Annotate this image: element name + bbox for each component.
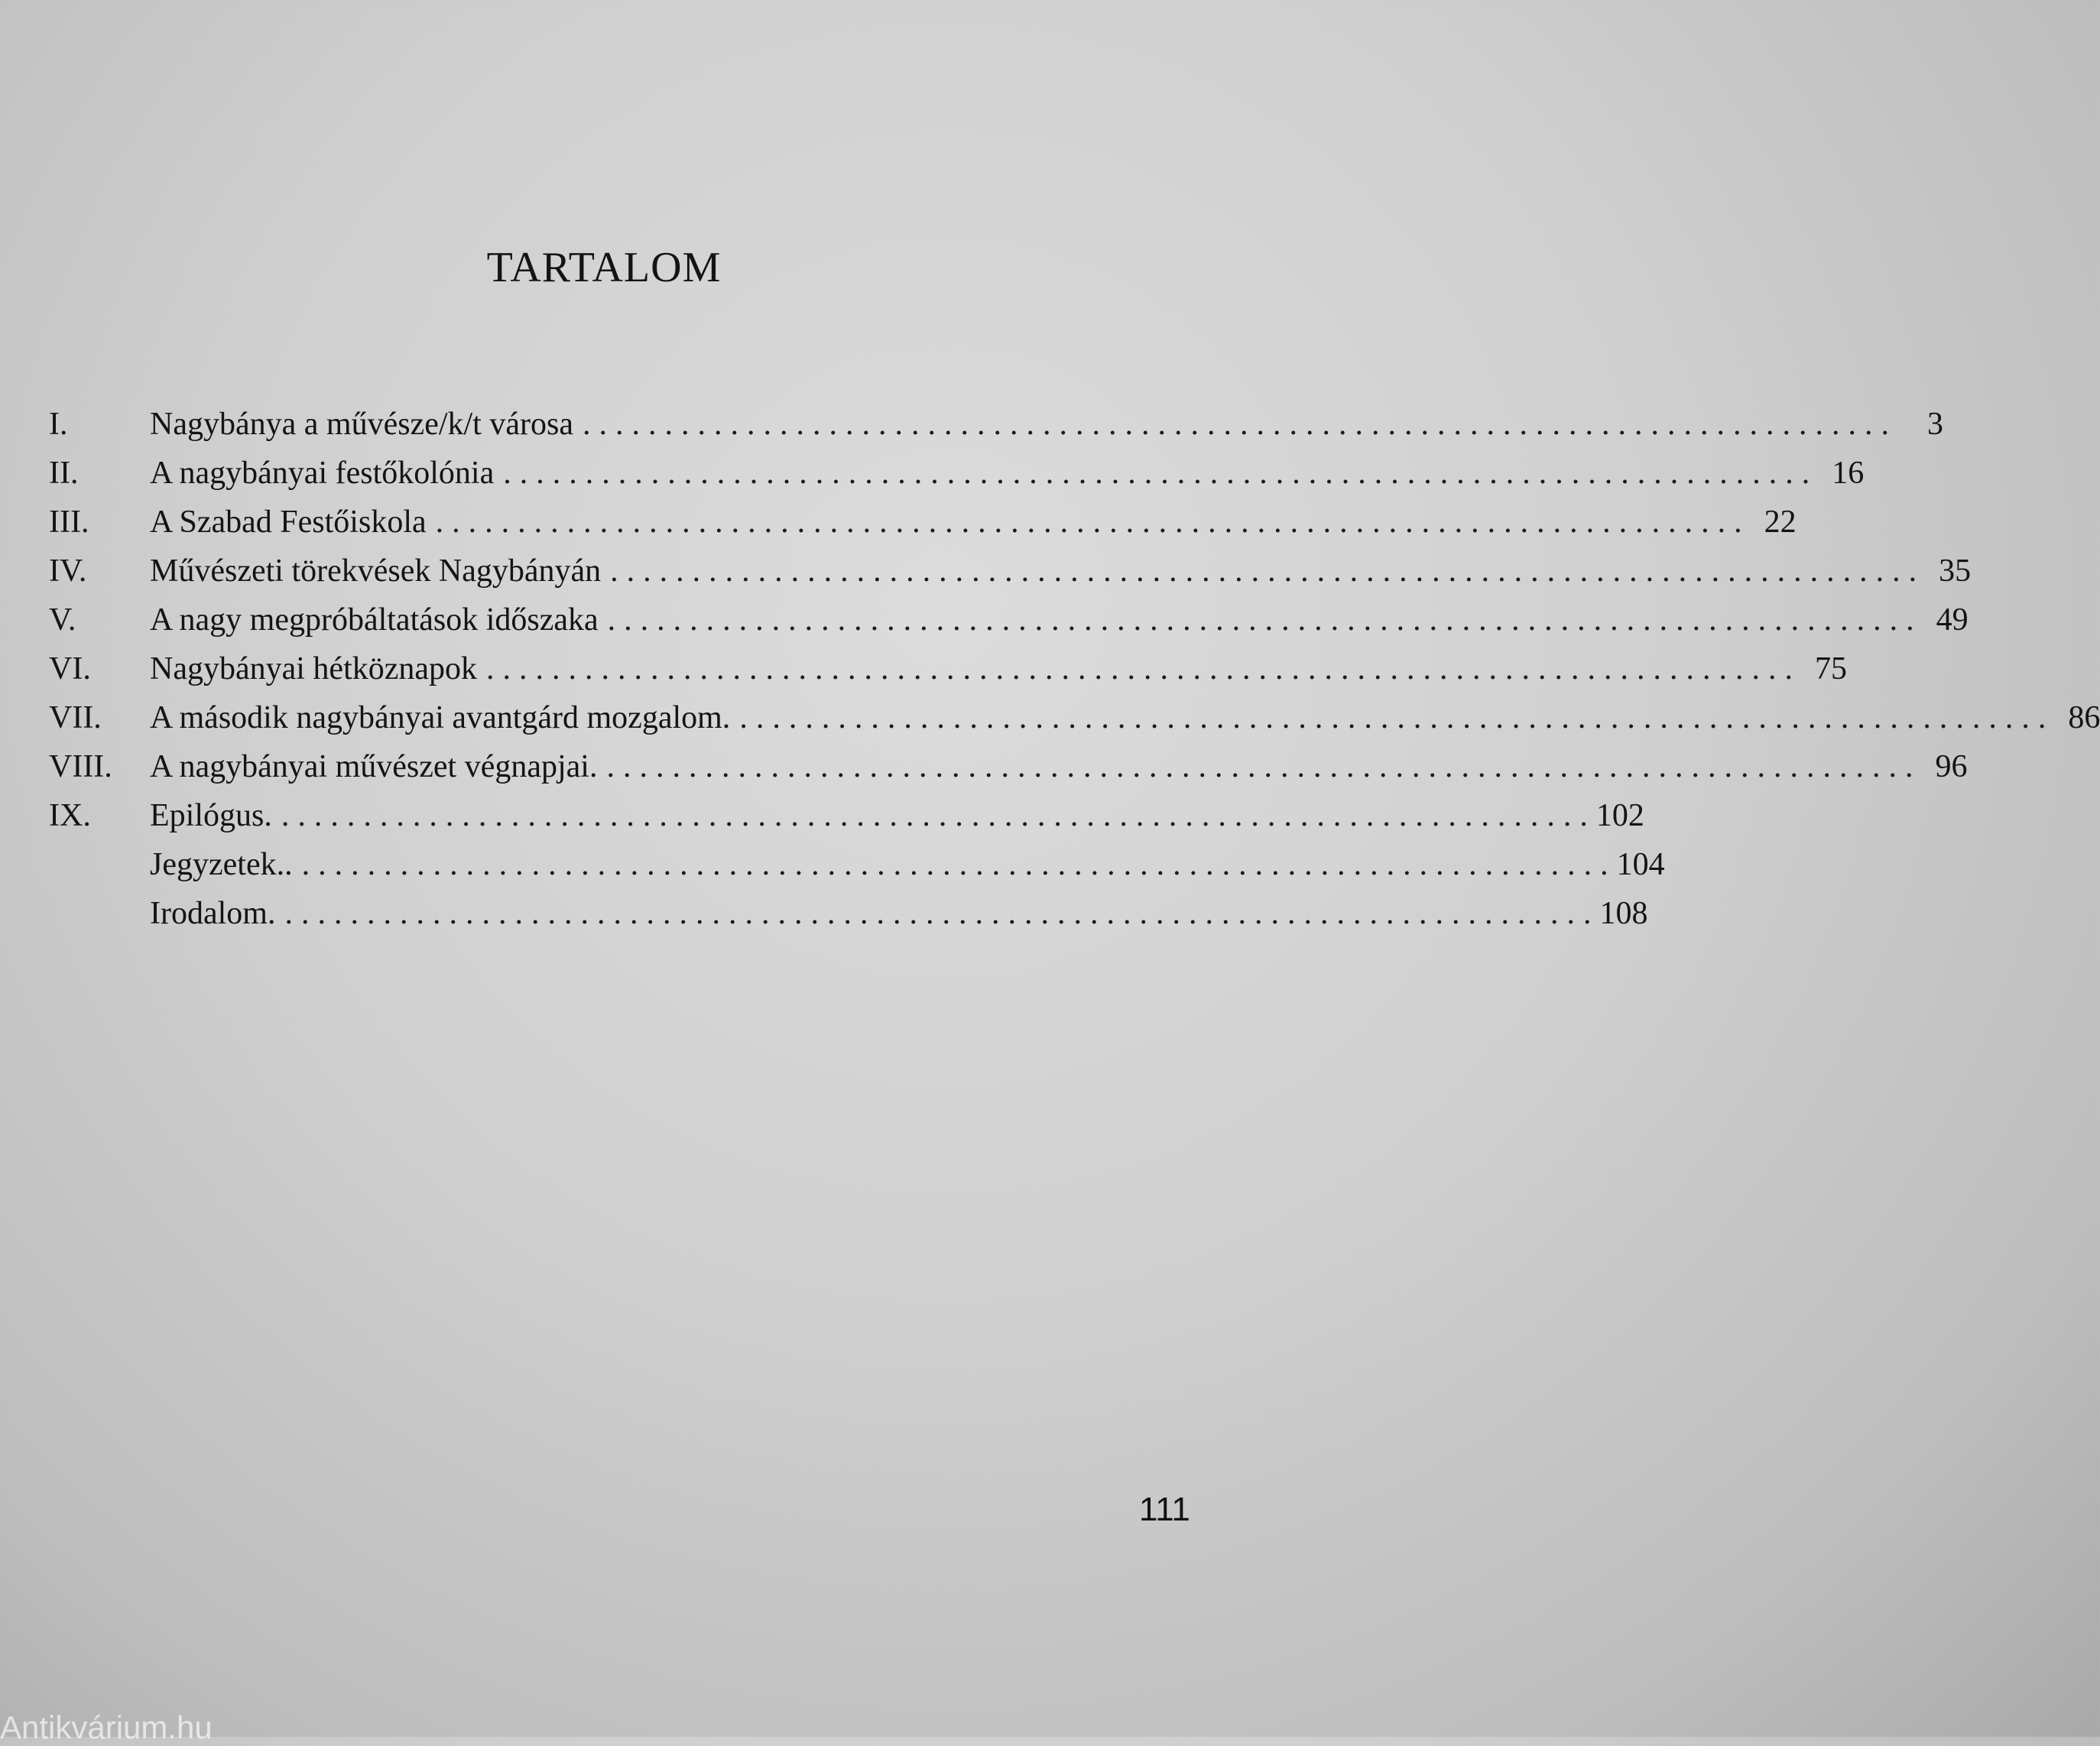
dot-leader: ................................................................................ xyxy=(301,847,1617,882)
chapter-number: VI. xyxy=(49,651,91,686)
chapter-page: 3 xyxy=(1926,407,1943,442)
dot-leader: ................................................................................ xyxy=(435,505,1751,540)
chapter-number: II. xyxy=(49,456,79,491)
chapter-number: III. xyxy=(49,505,89,540)
toc-entry xyxy=(49,832,1665,882)
toc-entry xyxy=(49,489,1797,540)
dot-leader: ................................................................................ xyxy=(503,456,1819,491)
chapter-number: IV. xyxy=(49,553,87,589)
dot-leader: ................................................................................ xyxy=(281,798,1596,833)
dot-leader: ................................................................................ xyxy=(582,407,1897,442)
chapter-number: IX. xyxy=(49,798,91,833)
chapter-number: I. xyxy=(49,407,68,442)
page-number: 111 xyxy=(1139,1491,1190,1528)
dot-leader: ................................................................................ xyxy=(610,553,1926,589)
chapter-title: A nagy megpróbáltatások időszaka xyxy=(150,602,599,638)
chapter-number: VIII. xyxy=(49,749,112,784)
chapter-title: A nagybányai festőkolónia xyxy=(150,456,495,491)
toc-entry xyxy=(49,636,1848,686)
chapter-number: VII. xyxy=(49,700,102,735)
dot-leader: ................................................................................ xyxy=(607,602,1923,638)
chapter-title: A Szabad Festőiskola xyxy=(150,505,427,540)
chapter-page: 104 xyxy=(1616,847,1665,882)
watermark: Antikvárium.hu xyxy=(0,1709,213,1745)
chapter-number: V. xyxy=(49,602,76,638)
chapter-title: Művészeti törekvések Nagybányán xyxy=(150,553,602,589)
chapter-title: Epilógus. xyxy=(150,798,272,833)
dot-leader: ................................................................................ xyxy=(486,651,1802,686)
chapter-page: 96 xyxy=(1935,749,1968,784)
table-of-contents xyxy=(49,391,2100,931)
dot-leader: ................................................................................ xyxy=(739,700,2055,735)
chapter-page: 16 xyxy=(1832,456,1865,491)
chapter-title: Irodalom. xyxy=(150,896,276,931)
chapter-page: 108 xyxy=(1599,896,1648,931)
chapter-page: 75 xyxy=(1815,651,1848,686)
toc-entry xyxy=(49,538,1972,589)
toc-entry xyxy=(49,734,1968,784)
dot-leader: ................................................................................ xyxy=(284,896,1600,931)
page-title: TARTALOM xyxy=(486,244,722,291)
toc-entry xyxy=(49,881,1648,931)
toc-entry xyxy=(49,440,1865,491)
toc-entry xyxy=(49,391,1943,442)
toc-entry xyxy=(49,783,1644,833)
chapter-page: 49 xyxy=(1936,602,1969,638)
chapter-page: 35 xyxy=(1939,553,1972,589)
chapter-title: Jegyzetek.. xyxy=(150,847,293,882)
chapter-page: 86 xyxy=(2068,700,2100,735)
chapter-title: A második nagybányai avantgárd mozgalom. xyxy=(150,700,731,735)
dot-leader: ................................................................................ xyxy=(606,749,1922,784)
chapter-page: 22 xyxy=(1764,505,1797,540)
chapter-title: A nagybányai művészet végnapjai. xyxy=(150,749,598,784)
chapter-title: Nagybányai hétköznapok xyxy=(150,651,478,686)
chapter-page: 102 xyxy=(1595,798,1644,833)
toc-entry xyxy=(49,685,2100,735)
chapter-title: Nagybánya a művésze/k/t városa xyxy=(150,407,573,442)
toc-entry xyxy=(49,587,1969,638)
